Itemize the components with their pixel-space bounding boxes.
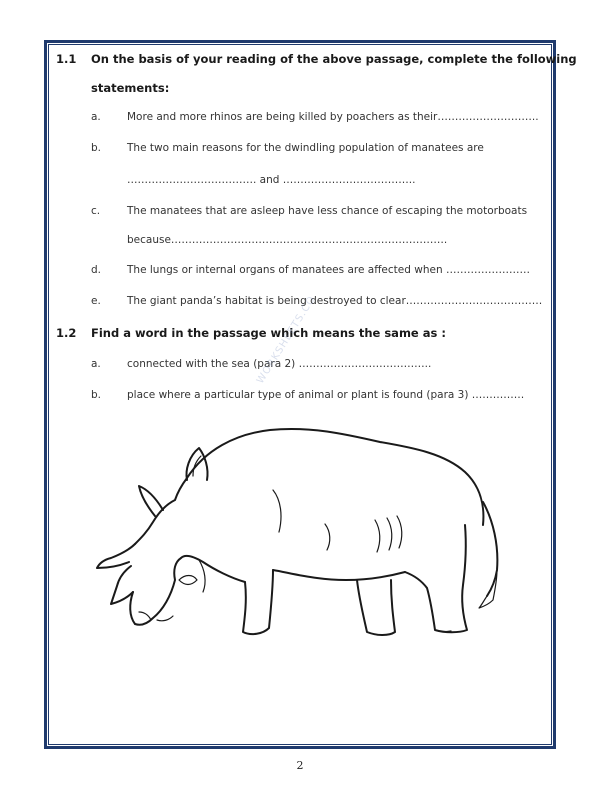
- watermark: WORKSHEETS.CO: [255, 294, 318, 386]
- item-letter: c.: [91, 205, 101, 217]
- question-text: On the basis of your reading of the above passage, complete the following: [91, 52, 577, 66]
- statement-blank-line: because…………………………………………………………………….: [127, 234, 448, 246]
- vocab-prompt: connected with the sea (para 2) ………………………………..: [127, 358, 432, 370]
- statement-text: The giant panda’s habitat is being destroyed to clear…………………………………: [127, 295, 543, 307]
- question-text-continued: statements:: [91, 81, 170, 95]
- item-letter: e.: [91, 295, 101, 307]
- item-letter: a.: [91, 111, 101, 123]
- vocab-prompt: place where a particular type of animal or plant is found (para 3) ……………: [127, 389, 525, 401]
- statement-text: The lungs or internal organs of manatees are affected when ……………………: [127, 264, 530, 276]
- rhino-illustration: [95, 420, 510, 660]
- statement-text: More and more rhinos are being killed by poachers as their………………………..: [127, 111, 539, 123]
- question-number: 1.1: [56, 52, 77, 66]
- question-number: 1.2: [56, 326, 77, 340]
- statement-text: The manatees that are asleep have less chance of escaping the motorboats: [127, 205, 528, 217]
- question-text: Find a word in the passage which means the same as :: [91, 326, 446, 340]
- rhino-drawing: [95, 420, 510, 660]
- statement-text: The two main reasons for the dwindling population of manatees are: [127, 142, 484, 154]
- item-letter: b.: [91, 142, 102, 154]
- item-letter: a.: [91, 358, 101, 370]
- item-letter: b.: [91, 389, 102, 401]
- page-number: 2: [296, 759, 304, 772]
- statement-blank-line: ………………………………. and ………………………………..: [127, 174, 416, 186]
- item-letter: d.: [91, 264, 102, 276]
